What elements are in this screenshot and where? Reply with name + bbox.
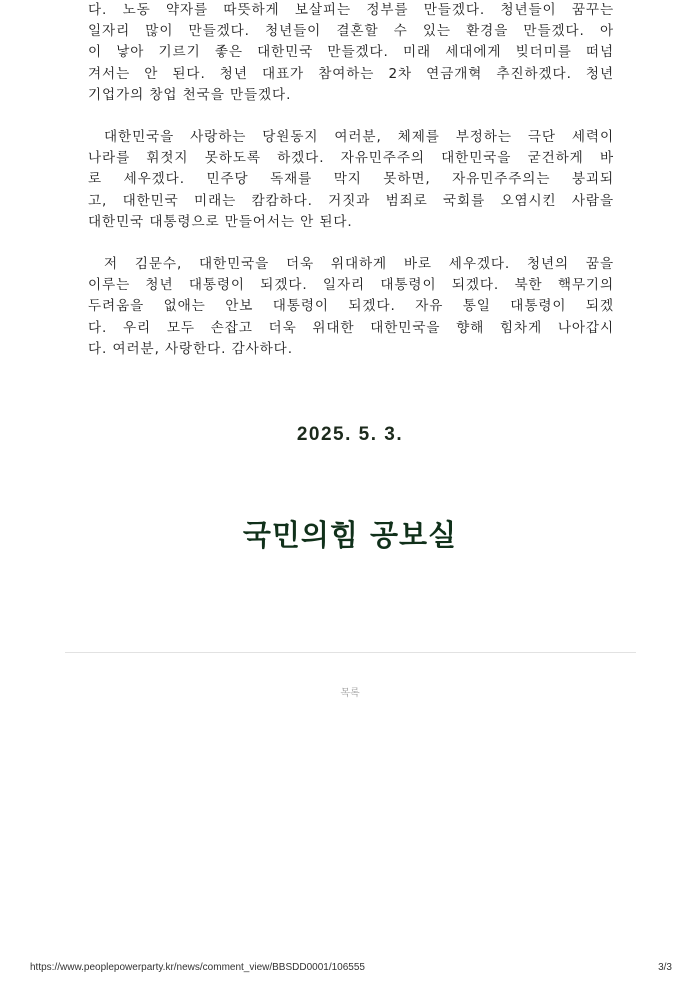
text-line: 기업가의 창업 천국을 만들겠다. — [88, 86, 292, 103]
text-line: 다. 우리 모두 손잡고 더욱 위대한 대한민국을 향해 힘차게 나아갑시 — [88, 319, 614, 336]
text-line: 두려움을 없애는 안보 대통령이 되겠다. 자유 통일 대통령이 되겠 — [88, 298, 614, 315]
text-line: 다. 노동 약자를 따뜻하게 보살피는 정부를 만들겠다. 청년들이 꿈꾸는 — [88, 2, 614, 18]
paragraph-closing-pledge — [88, 254, 614, 360]
text-line: 일자리 많이 만들겠다. 청년들이 결혼할 수 있는 환경을 만들겠다. 아 — [88, 23, 614, 40]
text-line: 나라를 휘젓지 못하도록 하겠다. 자유민주주의 대한민국을 굳건하게 바 — [88, 150, 614, 167]
text-line: 겨서는 안 된다. 청년 대표가 참여하는 2차 연금개혁 추진하겠다. 청년 — [88, 65, 614, 82]
issuing-organization: 국민의힘 공보실 — [242, 518, 458, 552]
paragraph-liberal-democracy — [88, 127, 614, 233]
paragraph-youth-policy — [88, 0, 614, 106]
print-footer-page-number: 3/3 — [658, 962, 672, 973]
text-line: 이루는 청년 대통령이 되겠다. 일자리 대통령이 되겠다. 북한 핵무기의 — [88, 277, 614, 294]
text-line: 고, 대한민국 미래는 캄캄하다. 거짓과 범죄로 국회를 오염시킨 사람을 — [88, 192, 614, 209]
press-release-body — [88, 0, 614, 360]
text-line: 로 세우겠다. 민주당 독재를 막지 못하면, 자유민주주의는 붕괴되 — [88, 171, 614, 188]
print-footer-url: https://www.peoplepowerparty.kr/news/comment_view/BBSDD0001/106555 — [30, 962, 365, 973]
text-line: 대한민국 대통령으로 만들어서는 안 된다. — [88, 213, 353, 230]
text-line: 다. 여러분, 사랑한다. 감사하다. — [88, 340, 293, 357]
list-link[interactable]: 목록 — [340, 688, 360, 699]
text-line: 대한민국을 사랑하는 당원동지 여러분, 체제를 부정하는 극단 세력이 — [104, 129, 614, 146]
divider — [65, 652, 636, 653]
release-date: 2025. 5. 3. — [296, 424, 404, 445]
text-line: 저 김문수, 대한민국을 더욱 위대하게 바로 세우겠다. 청년의 꿈을 — [104, 256, 614, 273]
text-line: 이 낳아 기르기 좋은 대한민국 만들겠다. 미래 세대에게 빚더미를 떠넘 — [88, 44, 614, 61]
